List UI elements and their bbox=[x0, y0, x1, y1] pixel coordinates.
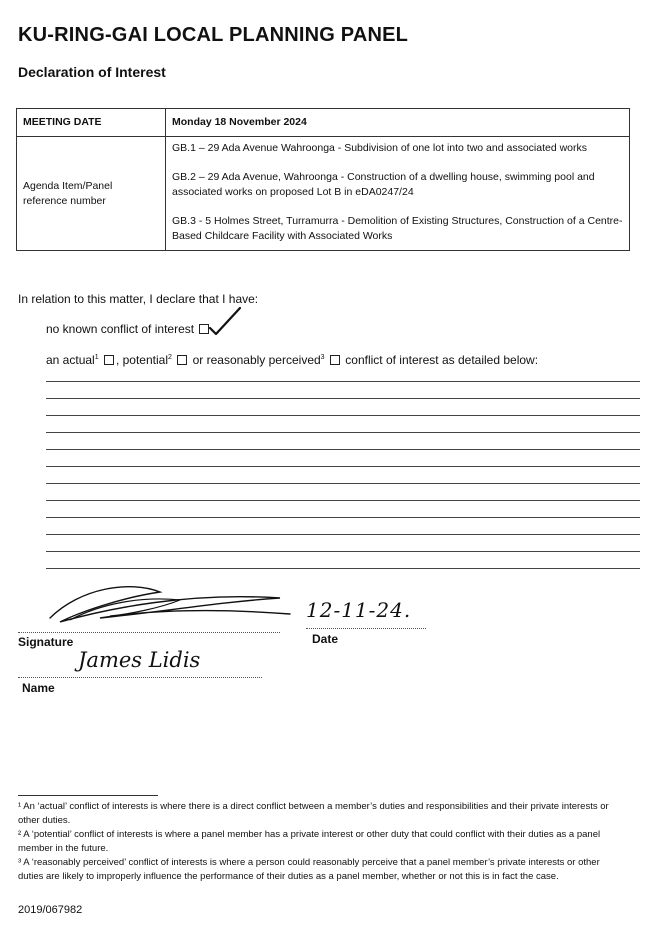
perceived-checkbox[interactable] bbox=[330, 355, 340, 365]
document-reference: 2019/067982 bbox=[18, 904, 83, 916]
name-value: James Lidis bbox=[78, 648, 201, 672]
meeting-date-row bbox=[17, 109, 630, 137]
meeting-details-table bbox=[16, 108, 630, 251]
no-conflict-option bbox=[46, 322, 211, 336]
ruled-line bbox=[46, 500, 640, 501]
ruled-line bbox=[46, 568, 640, 569]
footnote-divider bbox=[18, 795, 158, 796]
meeting-date-value: Monday 18 November 2024 bbox=[166, 109, 630, 137]
agenda-item-gb2: GB.2 – 29 Ada Avenue, Wahroonga - Construction of a dwelling house, swimming pool and associated works on proposed Lot B in eDA0247/24 bbox=[172, 171, 595, 198]
potential-checkbox[interactable] bbox=[177, 355, 187, 365]
actual-checkbox[interactable] bbox=[104, 355, 114, 365]
ruled-line bbox=[46, 466, 640, 467]
footnotes bbox=[18, 800, 626, 884]
agenda-item-gb3: GB.3 - 5 Holmes Street, Turramurra - Demolition of Existing Structures, Construction of a Centre-Based Childcare Facility with Associated Works bbox=[172, 215, 623, 242]
ruled-line bbox=[46, 483, 640, 484]
agenda-items bbox=[166, 137, 630, 251]
ruled-line bbox=[46, 381, 640, 382]
signature-line[interactable] bbox=[18, 632, 280, 633]
footnote-ref-1: 1 bbox=[94, 354, 99, 361]
ruled-line bbox=[46, 449, 640, 450]
conflict-option bbox=[46, 353, 538, 367]
footnote-ref-2: 2 bbox=[168, 354, 172, 361]
agenda-label: Agenda Item/Panel reference number bbox=[17, 137, 166, 251]
signature-label: Signature bbox=[18, 635, 74, 649]
agenda-row bbox=[17, 137, 630, 251]
potential-label: , potential bbox=[115, 353, 168, 367]
page-subtitle: Declaration of Interest bbox=[18, 64, 166, 80]
declaration-intro: In relation to this matter, I declare that I have: bbox=[18, 292, 259, 306]
ruled-line bbox=[46, 517, 640, 518]
handwritten-signature bbox=[40, 578, 300, 628]
no-conflict-label: no known conflict of interest bbox=[46, 322, 195, 336]
perceived-label: or reasonably perceived bbox=[192, 353, 321, 367]
handwritten-tick-mark bbox=[208, 306, 242, 336]
name-line[interactable] bbox=[18, 677, 262, 678]
ruled-line bbox=[46, 415, 640, 416]
ruled-line bbox=[46, 534, 640, 535]
agenda-item-gb1: GB.1 – 29 Ada Avenue Wahroonga - Subdivision of one lot into two and associated works bbox=[172, 142, 588, 154]
footnote-1: ¹ An ‘actual’ conflict of interests is where there is a direct conflict between a member’s duties and responsibilities and their private interests or other duties. bbox=[18, 801, 609, 826]
footnote-2: ² A ‘potential’ conflict of interests is where a panel member has a private interest or other duty that could conflict with their duties as a panel member in the future. bbox=[18, 829, 601, 854]
ruled-line bbox=[46, 551, 640, 552]
date-value: 12-11-24. bbox=[306, 598, 412, 622]
date-line[interactable] bbox=[306, 628, 426, 629]
ruled-line bbox=[46, 398, 640, 399]
footnote-3: ³ A ‘reasonably perceived’ conflict of interests is where a person could reasonably perceive that a panel member’s private interests or other duties are likely to improperly influence the performance of their duties as a panel member, whether or not this is in fact the case. bbox=[18, 857, 600, 882]
page-title: KU-RING-GAI LOCAL PLANNING PANEL bbox=[18, 24, 409, 46]
meeting-date-label: MEETING DATE bbox=[17, 109, 166, 137]
name-label: Name bbox=[22, 681, 55, 695]
date-label: Date bbox=[312, 632, 339, 646]
footnote-ref-3: 3 bbox=[320, 354, 325, 361]
ruled-line bbox=[46, 432, 640, 433]
actual-label: an actual bbox=[46, 353, 95, 367]
conflict-suffix-label: conflict of interest as detailed below: bbox=[345, 353, 539, 367]
